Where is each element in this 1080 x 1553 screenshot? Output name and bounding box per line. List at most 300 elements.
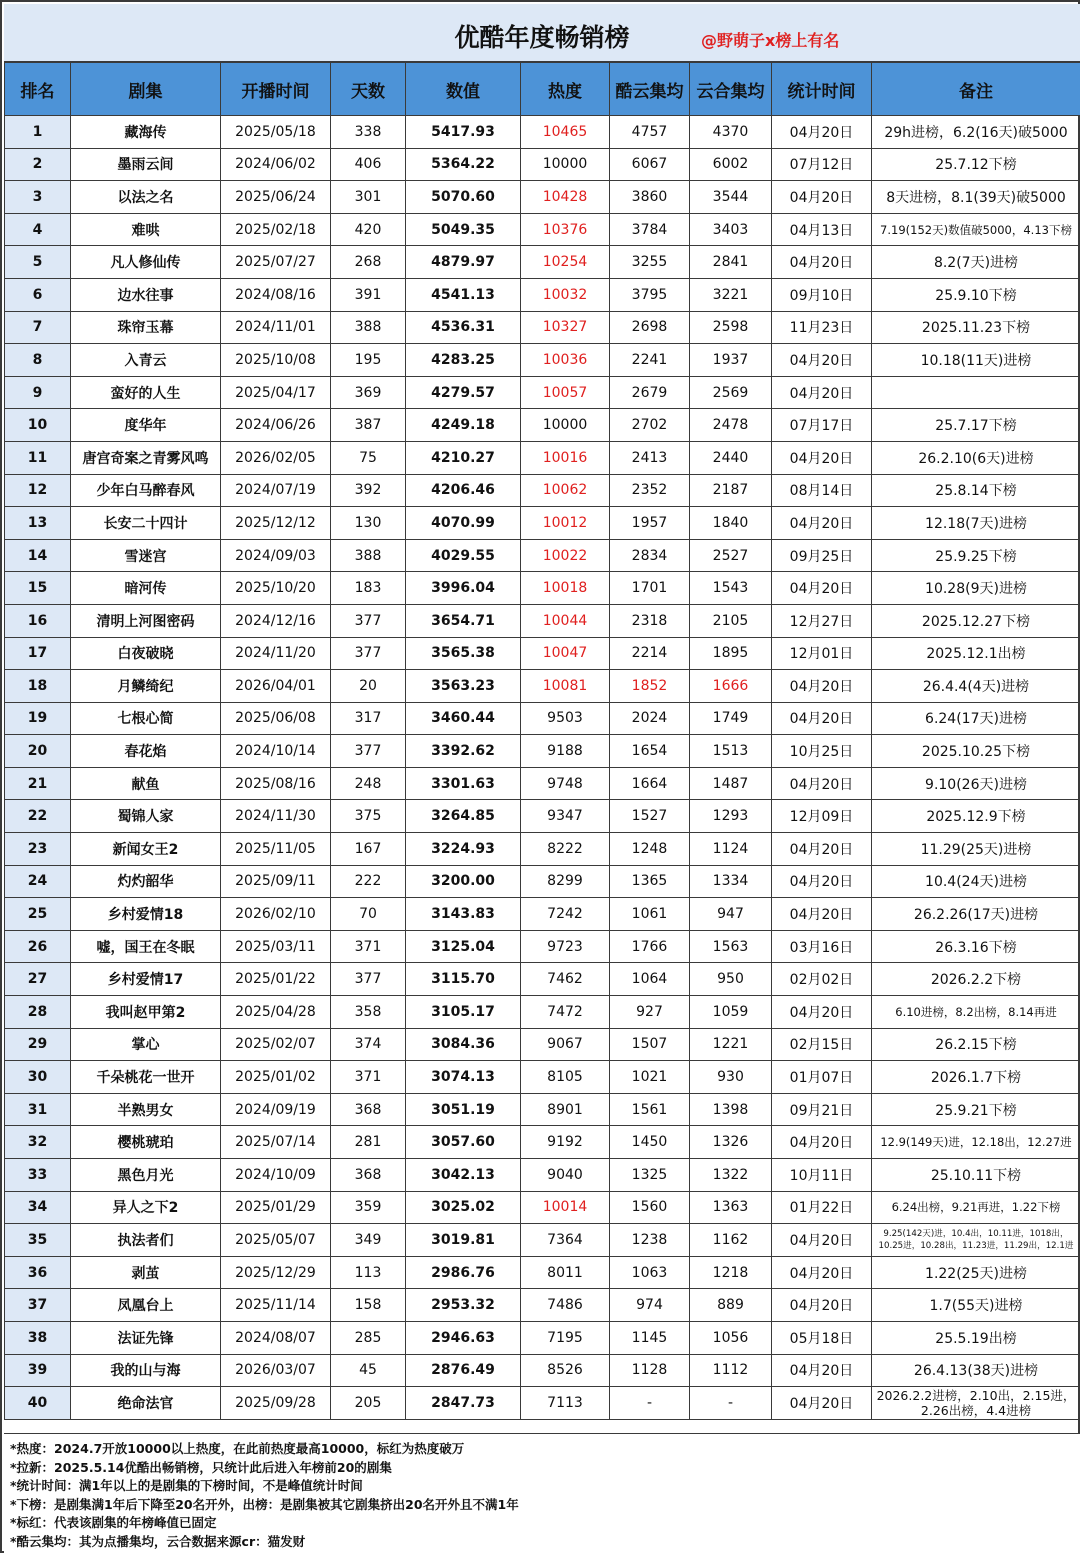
cell-note: 10.4(24天)进榜 xyxy=(872,865,1080,898)
cell-kuyun-avg: 1021 xyxy=(610,1061,690,1094)
cell-yunhe-avg: 1322 xyxy=(690,1159,772,1192)
cell-yunhe-avg: 2598 xyxy=(690,311,772,344)
cell-stat-date: 10月25日 xyxy=(772,735,872,768)
cell-note: 26.3.16下榜 xyxy=(872,930,1080,963)
cell-note: 6.10进榜，8.2出榜，8.14再进 xyxy=(872,996,1080,1029)
cell-yunhe-avg: 1059 xyxy=(690,996,772,1029)
cell-name: 黑色月光 xyxy=(71,1159,221,1192)
table-row xyxy=(5,409,1080,442)
cell-days: 377 xyxy=(331,735,406,768)
cell-value: 3025.02 xyxy=(406,1191,521,1224)
cell-value: 5070.60 xyxy=(406,181,521,214)
cell-start-date: 2025/09/28 xyxy=(221,1387,331,1420)
cell-kuyun-avg: 1248 xyxy=(610,833,690,866)
cell-start-date: 2024/11/20 xyxy=(221,637,331,670)
cell-value: 3074.13 xyxy=(406,1061,521,1094)
cell-kuyun-avg: 2413 xyxy=(610,441,690,474)
cell-start-date: 2026/02/05 xyxy=(221,441,331,474)
cell-rank: 17 xyxy=(5,637,71,670)
cell-yunhe-avg: 1487 xyxy=(690,767,772,800)
cell-stat-date: 04月20日 xyxy=(772,702,872,735)
author-handle: @野萌子x榜上有名 xyxy=(701,31,840,50)
cell-value: 3115.70 xyxy=(406,963,521,996)
table-row xyxy=(5,278,1080,311)
cell-name: 以法之名 xyxy=(71,181,221,214)
cell-rank: 10 xyxy=(5,409,71,442)
cell-note: 25.8.14下榜 xyxy=(872,474,1080,507)
cell-value: 5417.93 xyxy=(406,116,521,149)
cell-stat-date: 11月23日 xyxy=(772,311,872,344)
cell-stat-date: 09月10日 xyxy=(772,278,872,311)
cell-note: 25.9.21下榜 xyxy=(872,1093,1080,1126)
cell-days: 420 xyxy=(331,213,406,246)
table-row xyxy=(5,670,1080,703)
cell-note: 12.9(149天)进，12.18出，12.27进 xyxy=(872,1126,1080,1159)
footnote-stat-date: *统计时间：满1年以上的是剧集的下榜时间，不是峰值统计时间 xyxy=(10,1478,363,1494)
cell-yunhe-avg: 1124 xyxy=(690,833,772,866)
cell-rank: 3 xyxy=(5,181,71,214)
table-row xyxy=(5,1061,1080,1094)
cell-value: 2876.49 xyxy=(406,1354,521,1387)
cell-start-date: 2025/10/08 xyxy=(221,344,331,377)
cell-yunhe-avg: 2569 xyxy=(690,376,772,409)
cell-kuyun-avg: 3795 xyxy=(610,278,690,311)
cell-value: 3200.00 xyxy=(406,865,521,898)
cell-name: 灼灼韶华 xyxy=(71,865,221,898)
cell-rank: 39 xyxy=(5,1354,71,1387)
cell-stat-date: 09月21日 xyxy=(772,1093,872,1126)
footnote-red: *标红：代表该剧集的年榜峰值已固定 xyxy=(10,1515,217,1531)
cell-kuyun-avg: 3784 xyxy=(610,213,690,246)
cell-stat-date: 04月20日 xyxy=(772,670,872,703)
cell-name: 唐宫奇案之青雾风鸣 xyxy=(71,441,221,474)
cell-kuyun-avg: 1561 xyxy=(610,1093,690,1126)
cell-yunhe-avg: 3544 xyxy=(690,181,772,214)
cell-heat: 8299 xyxy=(521,865,610,898)
cell-stat-date: 04月20日 xyxy=(772,898,872,931)
cell-name: 难哄 xyxy=(71,213,221,246)
cell-yunhe-avg: 1543 xyxy=(690,572,772,605)
cell-start-date: 2025/12/29 xyxy=(221,1256,331,1289)
cell-heat: 9188 xyxy=(521,735,610,768)
cell-yunhe-avg: 1666 xyxy=(690,670,772,703)
table-row xyxy=(5,637,1080,670)
cell-note: 11.29(25天)进榜 xyxy=(872,833,1080,866)
cell-name: 少年白马醉春风 xyxy=(71,474,221,507)
cell-note: 12.18(7天)进榜 xyxy=(872,507,1080,540)
cell-stat-date: 04月20日 xyxy=(772,246,872,279)
cell-heat: 7462 xyxy=(521,963,610,996)
cell-days: 406 xyxy=(331,148,406,181)
cell-heat: 10032 xyxy=(521,278,610,311)
cell-kuyun-avg: 1507 xyxy=(610,1028,690,1061)
cell-heat: 9192 xyxy=(521,1126,610,1159)
cell-value: 2946.63 xyxy=(406,1321,521,1354)
cell-days: 281 xyxy=(331,1126,406,1159)
cell-kuyun-avg: 1766 xyxy=(610,930,690,963)
cell-heat: 9040 xyxy=(521,1159,610,1192)
table-row xyxy=(5,148,1080,181)
cell-kuyun-avg: 6067 xyxy=(610,148,690,181)
cell-value: 3264.85 xyxy=(406,800,521,833)
table-row xyxy=(5,376,1080,409)
cell-rank: 37 xyxy=(5,1289,71,1322)
cell-rank: 28 xyxy=(5,996,71,1029)
cell-yunhe-avg: 2478 xyxy=(690,409,772,442)
cell-kuyun-avg: 2318 xyxy=(610,604,690,637)
cell-start-date: 2024/08/16 xyxy=(221,278,331,311)
cell-note: 25.10.11下榜 xyxy=(872,1159,1080,1192)
cell-heat: 10254 xyxy=(521,246,610,279)
cell-days: 359 xyxy=(331,1191,406,1224)
cell-yunhe-avg: 1937 xyxy=(690,344,772,377)
cell-start-date: 2024/09/03 xyxy=(221,539,331,572)
cell-kuyun-avg: 1701 xyxy=(610,572,690,605)
cell-yunhe-avg: 889 xyxy=(690,1289,772,1322)
cell-name: 白夜破晓 xyxy=(71,637,221,670)
cell-note: 26.4.4(4天)进榜 xyxy=(872,670,1080,703)
cell-heat: 7113 xyxy=(521,1387,610,1420)
table-row xyxy=(5,213,1080,246)
cell-days: 369 xyxy=(331,376,406,409)
cell-heat: 10327 xyxy=(521,311,610,344)
cell-value: 4279.57 xyxy=(406,376,521,409)
cell-kuyun-avg: 1061 xyxy=(610,898,690,931)
cell-name: 清明上河图密码 xyxy=(71,604,221,637)
cell-note: 7.19(152天)数值破5000，4.13下榜 xyxy=(872,213,1080,246)
cell-start-date: 2025/01/02 xyxy=(221,1061,331,1094)
cell-kuyun-avg: 1145 xyxy=(610,1321,690,1354)
cell-note: 25.5.19出榜 xyxy=(872,1321,1080,1354)
table-row xyxy=(5,572,1080,605)
cell-heat: 10012 xyxy=(521,507,610,540)
page-title: 优酷年度畅销榜 xyxy=(454,23,630,52)
table-row xyxy=(5,246,1080,279)
cell-rank: 6 xyxy=(5,278,71,311)
cell-note: 2025.12.27下榜 xyxy=(872,604,1080,637)
cell-start-date: 2024/07/19 xyxy=(221,474,331,507)
cell-note: 1.22(25天)进榜 xyxy=(872,1256,1080,1289)
cell-heat: 7195 xyxy=(521,1321,610,1354)
footnotes xyxy=(4,1433,1080,1553)
cell-start-date: 2025/01/29 xyxy=(221,1191,331,1224)
header-name: 剧集 xyxy=(71,63,221,116)
cell-yunhe-avg: 947 xyxy=(690,898,772,931)
cell-name: 凡人修仙传 xyxy=(71,246,221,279)
header-rank: 排名 xyxy=(5,63,71,116)
cell-value: 2847.73 xyxy=(406,1387,521,1420)
cell-yunhe-avg: 1513 xyxy=(690,735,772,768)
cell-days: 392 xyxy=(331,474,406,507)
cell-days: 371 xyxy=(331,930,406,963)
cell-days: 75 xyxy=(331,441,406,474)
cell-value: 3057.60 xyxy=(406,1126,521,1159)
cell-name: 珠帘玉幕 xyxy=(71,311,221,344)
cell-kuyun-avg: 927 xyxy=(610,996,690,1029)
table-row xyxy=(5,800,1080,833)
table-row xyxy=(5,1387,1080,1420)
cell-start-date: 2025/07/14 xyxy=(221,1126,331,1159)
cell-note: 2026.1.7下榜 xyxy=(872,1061,1080,1094)
cell-note: 26.2.10(6天)进榜 xyxy=(872,441,1080,474)
table-row xyxy=(5,344,1080,377)
cell-days: 374 xyxy=(331,1028,406,1061)
cell-stat-date: 12月27日 xyxy=(772,604,872,637)
cell-value: 4536.31 xyxy=(406,311,521,344)
cell-name: 暗河传 xyxy=(71,572,221,605)
cell-days: 195 xyxy=(331,344,406,377)
cell-rank: 36 xyxy=(5,1256,71,1289)
cell-stat-date: 04月13日 xyxy=(772,213,872,246)
cell-heat: 9748 xyxy=(521,767,610,800)
cell-start-date: 2024/08/07 xyxy=(221,1321,331,1354)
cell-rank: 32 xyxy=(5,1126,71,1159)
cell-days: 377 xyxy=(331,963,406,996)
cell-name: 蛮好的人生 xyxy=(71,376,221,409)
cell-heat: 10022 xyxy=(521,539,610,572)
cell-kuyun-avg: 1664 xyxy=(610,767,690,800)
cell-rank: 34 xyxy=(5,1191,71,1224)
header-heat: 热度 xyxy=(521,63,610,116)
cell-yunhe-avg: 1162 xyxy=(690,1224,772,1257)
cell-rank: 9 xyxy=(5,376,71,409)
cell-heat: 10081 xyxy=(521,670,610,703)
cell-value: 3565.38 xyxy=(406,637,521,670)
cell-kuyun-avg: 2698 xyxy=(610,311,690,344)
cell-yunhe-avg: 930 xyxy=(690,1061,772,1094)
cell-stat-date: 04月20日 xyxy=(772,996,872,1029)
cell-value: 2986.76 xyxy=(406,1256,521,1289)
cell-kuyun-avg: 1238 xyxy=(610,1224,690,1257)
cell-heat: 10057 xyxy=(521,376,610,409)
cell-start-date: 2024/12/16 xyxy=(221,604,331,637)
cell-rank: 33 xyxy=(5,1159,71,1192)
cell-stat-date: 03月16日 xyxy=(772,930,872,963)
cell-name: 我叫赵甲第2 xyxy=(71,996,221,1029)
cell-yunhe-avg: 1218 xyxy=(690,1256,772,1289)
footnote-drop: *下榜：是剧集满1年后下降至20名开外，出榜：是剧集被其它剧集挤出20名开外且不满1年 xyxy=(10,1496,519,1512)
cell-start-date: 2025/05/18 xyxy=(221,116,331,149)
cell-heat: 10000 xyxy=(521,409,610,442)
cell-rank: 40 xyxy=(5,1387,71,1420)
cell-heat: 8011 xyxy=(521,1256,610,1289)
cell-note: 9.25(142天)进，10.4出，10.11进，1018出，10.25进，10.28出，11.23进，11.29出，12.1进 xyxy=(872,1224,1080,1257)
cell-heat: 10000 xyxy=(521,148,610,181)
cell-stat-date: 04月20日 xyxy=(772,441,872,474)
table-row xyxy=(5,1289,1080,1322)
cell-yunhe-avg: 1326 xyxy=(690,1126,772,1159)
cell-yunhe-avg: - xyxy=(690,1387,772,1420)
cell-rank: 12 xyxy=(5,474,71,507)
table-row xyxy=(5,1159,1080,1192)
cell-kuyun-avg: 2834 xyxy=(610,539,690,572)
cell-rank: 26 xyxy=(5,930,71,963)
cell-stat-date: 04月20日 xyxy=(772,1224,872,1257)
cell-stat-date: 10月11日 xyxy=(772,1159,872,1192)
cell-stat-date: 04月20日 xyxy=(772,865,872,898)
cell-yunhe-avg: 3403 xyxy=(690,213,772,246)
cell-days: 377 xyxy=(331,604,406,637)
table-row xyxy=(5,735,1080,768)
cell-stat-date: 04月20日 xyxy=(772,1289,872,1322)
cell-days: 317 xyxy=(331,702,406,735)
title-bar xyxy=(4,4,1080,62)
cell-heat: 10376 xyxy=(521,213,610,246)
cell-heat: 9067 xyxy=(521,1028,610,1061)
cell-value: 3125.04 xyxy=(406,930,521,963)
cell-yunhe-avg: 3221 xyxy=(690,278,772,311)
table-row xyxy=(5,1093,1080,1126)
cell-rank: 14 xyxy=(5,539,71,572)
cell-note: 8天进榜，8.1(39天)破5000 xyxy=(872,181,1080,214)
cell-rank: 29 xyxy=(5,1028,71,1061)
table-row xyxy=(5,1321,1080,1354)
cell-yunhe-avg: 950 xyxy=(690,963,772,996)
cell-stat-date: 04月20日 xyxy=(772,507,872,540)
cell-yunhe-avg: 6002 xyxy=(690,148,772,181)
cell-stat-date: 04月20日 xyxy=(772,1354,872,1387)
cell-yunhe-avg: 1563 xyxy=(690,930,772,963)
cell-rank: 23 xyxy=(5,833,71,866)
table-row xyxy=(5,1354,1080,1387)
table-header-row xyxy=(5,63,1080,116)
cell-rank: 27 xyxy=(5,963,71,996)
cell-name: 绝命法官 xyxy=(71,1387,221,1420)
cell-stat-date: 12月01日 xyxy=(772,637,872,670)
cell-days: 222 xyxy=(331,865,406,898)
table-row xyxy=(5,702,1080,735)
cell-start-date: 2025/04/17 xyxy=(221,376,331,409)
cell-kuyun-avg: 2214 xyxy=(610,637,690,670)
cell-rank: 13 xyxy=(5,507,71,540)
cell-name: 千朵桃花一世开 xyxy=(71,1061,221,1094)
cell-value: 5049.35 xyxy=(406,213,521,246)
cell-name: 凤凰台上 xyxy=(71,1289,221,1322)
cell-value: 4879.97 xyxy=(406,246,521,279)
cell-days: 45 xyxy=(331,1354,406,1387)
cell-start-date: 2025/01/22 xyxy=(221,963,331,996)
cell-kuyun-avg: 974 xyxy=(610,1289,690,1322)
cell-start-date: 2025/05/07 xyxy=(221,1224,331,1257)
cell-yunhe-avg: 1293 xyxy=(690,800,772,833)
cell-value: 3996.04 xyxy=(406,572,521,605)
cell-value: 4210.27 xyxy=(406,441,521,474)
table-row xyxy=(5,833,1080,866)
cell-start-date: 2026/03/07 xyxy=(221,1354,331,1387)
cell-start-date: 2025/06/08 xyxy=(221,702,331,735)
footnote-kuyun: *酷云集均：其为点播集均，云合数据来源cr：猫发财 xyxy=(10,1533,306,1549)
cell-yunhe-avg: 1334 xyxy=(690,865,772,898)
cell-rank: 25 xyxy=(5,898,71,931)
cell-heat: 10018 xyxy=(521,572,610,605)
cell-kuyun-avg: 2352 xyxy=(610,474,690,507)
cell-kuyun-avg: 1852 xyxy=(610,670,690,703)
cell-value: 3392.62 xyxy=(406,735,521,768)
cell-days: 113 xyxy=(331,1256,406,1289)
cell-days: 368 xyxy=(331,1159,406,1192)
cell-start-date: 2025/10/20 xyxy=(221,572,331,605)
cell-yunhe-avg: 1056 xyxy=(690,1321,772,1354)
cell-heat: 8901 xyxy=(521,1093,610,1126)
cell-stat-date: 08月14日 xyxy=(772,474,872,507)
cell-yunhe-avg: 2187 xyxy=(690,474,772,507)
cell-note: 9.10(26天)进榜 xyxy=(872,767,1080,800)
cell-name: 月鳞绮纪 xyxy=(71,670,221,703)
cell-stat-date: 12月09日 xyxy=(772,800,872,833)
cell-heat: 7486 xyxy=(521,1289,610,1322)
cell-days: 368 xyxy=(331,1093,406,1126)
cell-days: 268 xyxy=(331,246,406,279)
cell-note xyxy=(872,376,1080,409)
cell-stat-date: 02月15日 xyxy=(772,1028,872,1061)
cell-kuyun-avg: 1064 xyxy=(610,963,690,996)
table-row xyxy=(5,930,1080,963)
cell-value: 3019.81 xyxy=(406,1224,521,1257)
cell-days: 387 xyxy=(331,409,406,442)
cell-note: 2026.2.2下榜 xyxy=(872,963,1080,996)
table-row xyxy=(5,1028,1080,1061)
cell-days: 338 xyxy=(331,116,406,149)
cell-kuyun-avg: 1654 xyxy=(610,735,690,768)
cell-rank: 16 xyxy=(5,604,71,637)
cell-rank: 8 xyxy=(5,344,71,377)
cell-start-date: 2026/04/01 xyxy=(221,670,331,703)
cell-start-date: 2024/09/19 xyxy=(221,1093,331,1126)
cell-value: 3084.36 xyxy=(406,1028,521,1061)
cell-stat-date: 09月25日 xyxy=(772,539,872,572)
cell-days: 388 xyxy=(331,311,406,344)
cell-yunhe-avg: 1840 xyxy=(690,507,772,540)
cell-heat: 10428 xyxy=(521,181,610,214)
cell-note: 25.7.12下榜 xyxy=(872,148,1080,181)
cell-yunhe-avg: 1112 xyxy=(690,1354,772,1387)
cell-value: 3460.44 xyxy=(406,702,521,735)
cell-rank: 5 xyxy=(5,246,71,279)
cell-kuyun-avg: 1560 xyxy=(610,1191,690,1224)
cell-start-date: 2024/10/09 xyxy=(221,1159,331,1192)
cell-start-date: 2025/11/05 xyxy=(221,833,331,866)
footnote-heat: *热度：2024.7开放10000以上热度，在此前热度最高10000，标红为热度破万 xyxy=(10,1441,465,1456)
cell-value: 3042.13 xyxy=(406,1159,521,1192)
cell-name: 剥茧 xyxy=(71,1256,221,1289)
cell-name: 掌心 xyxy=(71,1028,221,1061)
cell-stat-date: 04月20日 xyxy=(772,1126,872,1159)
cell-start-date: 2025/06/24 xyxy=(221,181,331,214)
cell-note: 10.28(9天)进榜 xyxy=(872,572,1080,605)
cell-kuyun-avg: 3860 xyxy=(610,181,690,214)
cell-start-date: 2024/06/02 xyxy=(221,148,331,181)
header-days: 天数 xyxy=(331,63,406,116)
header-kuyun-avg: 酷云集均 xyxy=(610,63,690,116)
cell-value: 3563.23 xyxy=(406,670,521,703)
cell-heat: 8105 xyxy=(521,1061,610,1094)
cell-value: 3224.93 xyxy=(406,833,521,866)
cell-note: 2025.10.25下榜 xyxy=(872,735,1080,768)
cell-kuyun-avg: - xyxy=(610,1387,690,1420)
cell-name: 七根心简 xyxy=(71,702,221,735)
cell-kuyun-avg: 4757 xyxy=(610,116,690,149)
cell-note: 26.2.26(17天)进榜 xyxy=(872,898,1080,931)
cell-days: 130 xyxy=(331,507,406,540)
cell-yunhe-avg: 2841 xyxy=(690,246,772,279)
cell-value: 2953.32 xyxy=(406,1289,521,1322)
cell-yunhe-avg: 1363 xyxy=(690,1191,772,1224)
cell-note: 25.7.17下榜 xyxy=(872,409,1080,442)
table-row xyxy=(5,604,1080,637)
cell-days: 158 xyxy=(331,1289,406,1322)
cell-start-date: 2025/12/12 xyxy=(221,507,331,540)
cell-kuyun-avg: 1365 xyxy=(610,865,690,898)
